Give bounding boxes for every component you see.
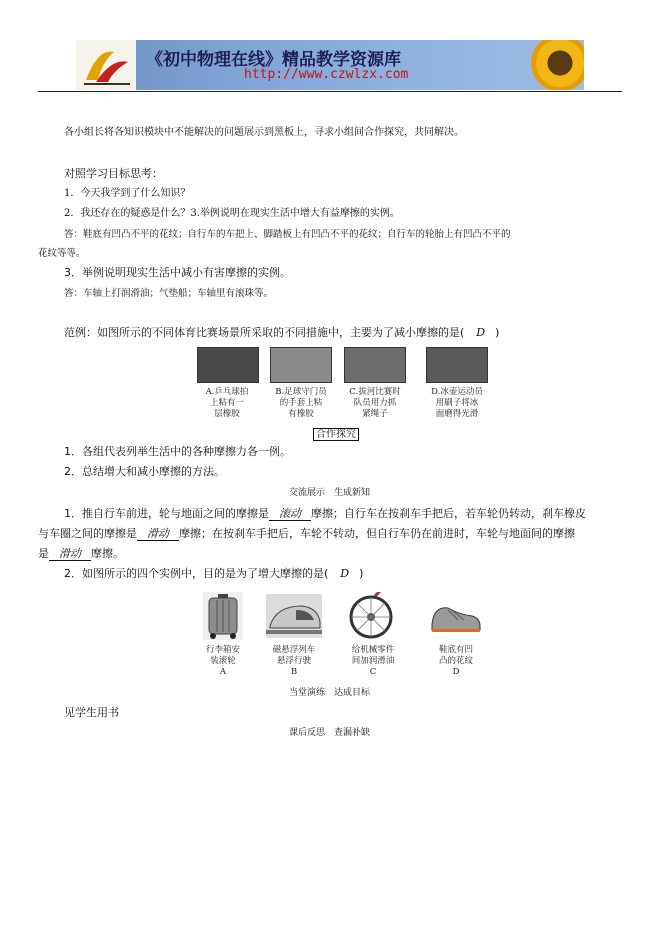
bike-text-2b: 摩擦；在按刹车手把后，车轮不转动，但自行车仍在前进时，车轮与地面间的摩擦 (179, 527, 575, 540)
goalkeeper-photo (270, 347, 332, 383)
bike-line-1 (64, 507, 586, 521)
reflect-q3: 3．举例说明现实生活中减小有害摩擦的实例。 (64, 266, 291, 279)
bike-text-2a: 与车圈之间的摩擦是 (38, 527, 137, 540)
cooperate-item-1: 1．各组代表列举生活中的各种摩擦力各一例。 (64, 445, 291, 458)
q2-caption-a: 行李箱安 装滚轮 A (205, 645, 240, 677)
logo-icon (76, 40, 136, 90)
curling-photo (426, 347, 488, 383)
header-banner (76, 40, 584, 90)
caption-a: A.乒乓球拍 上粘有一 层橡胶 (205, 387, 249, 419)
bike-line-2 (38, 527, 575, 541)
tug-of-war-photo (344, 347, 406, 383)
bike-blank-2: 滑动 (137, 527, 179, 541)
bicycle-wheel-picture (345, 592, 397, 642)
example-answer: D (476, 326, 486, 339)
example-close: ) (495, 326, 500, 339)
q2-caption-c: 给机械零件 间加润滑油 C (351, 645, 395, 677)
cooperate-heading (313, 427, 359, 442)
table-tennis-photo (197, 347, 259, 383)
banner-title: 《初中物理在线》精品教学资源库 (146, 50, 401, 70)
reflect-q1: 1．今天我学到了什么知识？ (64, 188, 191, 199)
q2-stem (64, 567, 363, 581)
q2-caption-b: 磁悬浮列车 悬浮行驶 B (272, 645, 316, 677)
q2-close: ) (359, 567, 364, 580)
bike-text-1b: 摩擦；自行车在按刹车手把后，若车轮仍转动，刹车橡皮 (311, 507, 586, 520)
intro-text: 各小组长将各知识模块中不能解决的问题展示到黑板上，寻求小组间合作探究，共同解决。 (64, 127, 464, 138)
sunflower-icon (531, 40, 584, 90)
q2-stem-text: 2．如图所示的四个实例中，目的是为了增大摩擦的是( (64, 567, 329, 580)
reflect-heading: 对照学习目标思考： (64, 167, 163, 180)
bike-line-3 (38, 547, 124, 561)
caption-c: C.拔河比赛时 队员用力抓 紧绳子 (349, 387, 401, 419)
reflect-a2-cont: 花纹等等。 (38, 248, 86, 259)
banner-url[interactable]: http://www.czwlzx.com (244, 67, 409, 82)
section-heading-3: 当堂演练 达成目标 (289, 688, 371, 698)
caption-b: B.足球守门员 的手套上粘 有橡胶 (275, 387, 327, 419)
luggage-picture (203, 592, 243, 640)
cooperate-item-2: 2．总结增大和减小摩擦的方法。 (64, 465, 225, 478)
caption-d: D.冰壶运动员 用刷子将冰 面磨得光滑 (431, 387, 483, 419)
bike-text-1a: 1．推自行车前进，轮与地面之间的摩擦是 (64, 507, 269, 520)
see-book-text: 见学生用书 (64, 706, 119, 719)
section-heading-4: 课后反思 查漏补缺 (289, 728, 371, 738)
maglev-train-picture (266, 594, 322, 638)
example-stem-text: 范例：如图所示的不同体育比赛场景所采取的不同措施中，主要为了减小摩擦的是( (64, 326, 465, 339)
shoe-picture (428, 596, 482, 636)
bike-blank-1: 滚动 (269, 507, 311, 521)
cooperate-label: 合作探究 (313, 428, 359, 441)
bike-text-3a: 是 (38, 547, 49, 560)
section-heading-2: 交流展示 生成新知 (289, 488, 371, 498)
bike-text-3b: 摩擦。 (91, 547, 124, 560)
header-divider (38, 91, 622, 92)
reflect-a3: 答：车轴上打润滑油；气垫船；车轴里有滚珠等。 (64, 288, 274, 299)
reflect-a2: 答：鞋底有凹凸不平的花纹；自行车的车把上、脚踏板上有凹凸不平的花纹；自行车的轮胎上有凹凸不平的 (64, 229, 511, 240)
bike-blank-3: 滑动 (49, 547, 91, 561)
q2-caption-d: 鞋底有凹 凸的花纹 D (438, 645, 473, 677)
example-stem (64, 326, 499, 340)
q2-answer: D (340, 567, 350, 580)
reflect-q2: 2．我还存在的疑惑是什么？3.举例说明在现实生活中增大有益摩擦的实例。 (64, 208, 400, 219)
